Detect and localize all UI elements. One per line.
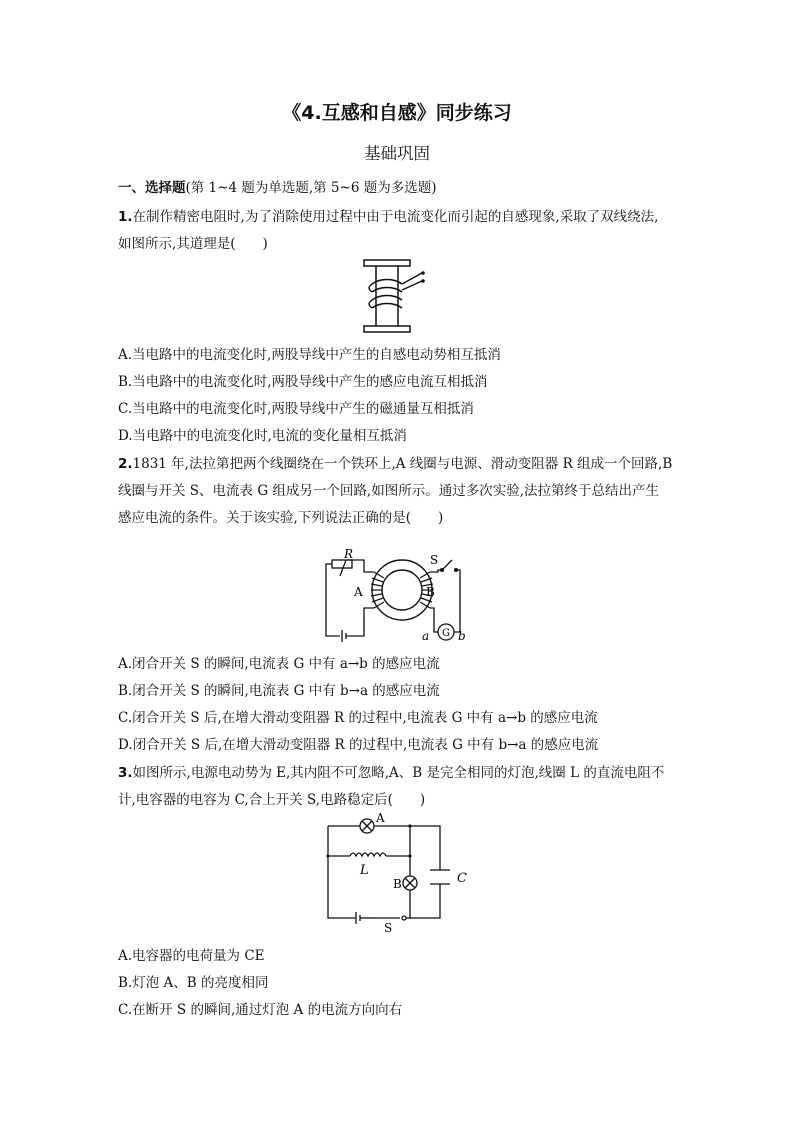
q1-option-d[interactable]: D.当电路中的电流变化时,电流的变化量相互抵消 <box>118 428 407 444</box>
page-subtitle: 基础巩固 <box>364 144 430 163</box>
page-title: 《4.互感和自感》同步练习 <box>282 102 512 124</box>
q2-option-a[interactable]: A.闭合开关 S 的瞬间,电流表 G 中有 a→b 的感应电流 <box>118 656 440 672</box>
q2-stem-line1 <box>118 452 672 472</box>
q1-option-c[interactable]: C.当电路中的电流变化时,两股导线中产生的磁通量互相抵消 <box>118 401 474 417</box>
q3-stem-line2: 计,电容器的电容为 C,合上开关 S,电路稳定后( ) <box>118 792 426 808</box>
label-c: C <box>457 871 467 886</box>
q1-stem-line2: 如图所示,其道理是( ) <box>118 236 268 252</box>
q3-option-b[interactable]: B.灯泡 A、B 的亮度相同 <box>118 975 269 991</box>
label-switch-s: S <box>384 921 393 934</box>
double-wound-resistor-figure <box>356 256 436 336</box>
q3-stem-line1 <box>118 761 664 781</box>
q2-stem-line2: 线圈与开关 S、电流表 G 组成另一个回路,如图所示。通过多次实验,法拉第终于总结出产生 <box>118 483 659 499</box>
label-l: L <box>360 863 369 878</box>
label-r: R <box>344 548 354 561</box>
label-lamp-b: B <box>393 877 402 891</box>
label-lamp-a: A <box>376 812 385 825</box>
q2-stem-line3: 感应电流的条件。关于该实验,下列说法正确的是( ) <box>118 510 444 526</box>
q1-option-b[interactable]: B.当电路中的电流变化时,两股导线中产生的感应电流互相抵消 <box>118 374 488 390</box>
section-number: 一、选择题 <box>118 180 186 196</box>
q3-text-1: 如图所示,电源电动势为 E,其内阻不可忽略,A、B 是完全相同的灯泡,线圈 L 的直流电阻不 <box>132 765 665 781</box>
q2-option-c[interactable]: C.闭合开关 S 后,在增大滑动变阻器 R 的过程中,电流表 G 中有 a→b 的感应电流 <box>118 710 598 726</box>
q3-option-a[interactable]: A.电容器的电荷量为 CE <box>118 948 265 964</box>
label-b: b <box>458 629 466 643</box>
section-note: (第 1~4 题为单选题,第 5~6 题为多选题) <box>185 180 437 196</box>
q2-option-d[interactable]: D.闭合开关 S 后,在增大滑动变阻器 R 的过程中,电流表 G 中有 b→a 的感应电流 <box>118 737 599 753</box>
q3-number: 3. <box>118 765 133 781</box>
q2-option-b[interactable]: B.闭合开关 S 的瞬间,电流表 G 中有 b→a 的感应电流 <box>118 683 440 699</box>
label-g: G <box>442 628 450 639</box>
label-s: S <box>430 553 439 567</box>
q2-number: 2. <box>118 456 133 472</box>
section-heading <box>118 176 436 196</box>
label-coil-b: B <box>426 585 435 599</box>
q1-option-a[interactable]: A.当电路中的电流变化时,两股导线中产生的自感电动势相互抵消 <box>118 347 501 363</box>
label-a: a <box>422 629 430 643</box>
q1-number: 1. <box>118 209 133 225</box>
q1-text-1: 在制作精密电阻时,为了消除使用过程中由于电流变化而引起的自感现象,采取了双线绕法, <box>132 209 659 225</box>
q2-text-1: 1831 年,法拉第把两个线圈绕在一个铁环上,A 线圈与电源、滑动变阻器 R 组成一个回路,B <box>132 456 673 472</box>
q3-option-c[interactable]: C.在断开 S 的瞬间,通过灯泡 A 的电流方向向右 <box>118 1002 403 1018</box>
label-coil-a: A <box>354 585 363 599</box>
q1-stem-line1 <box>118 205 658 225</box>
lamp-inductor-capacitor-figure <box>320 812 475 934</box>
faraday-ring-figure <box>318 548 478 648</box>
